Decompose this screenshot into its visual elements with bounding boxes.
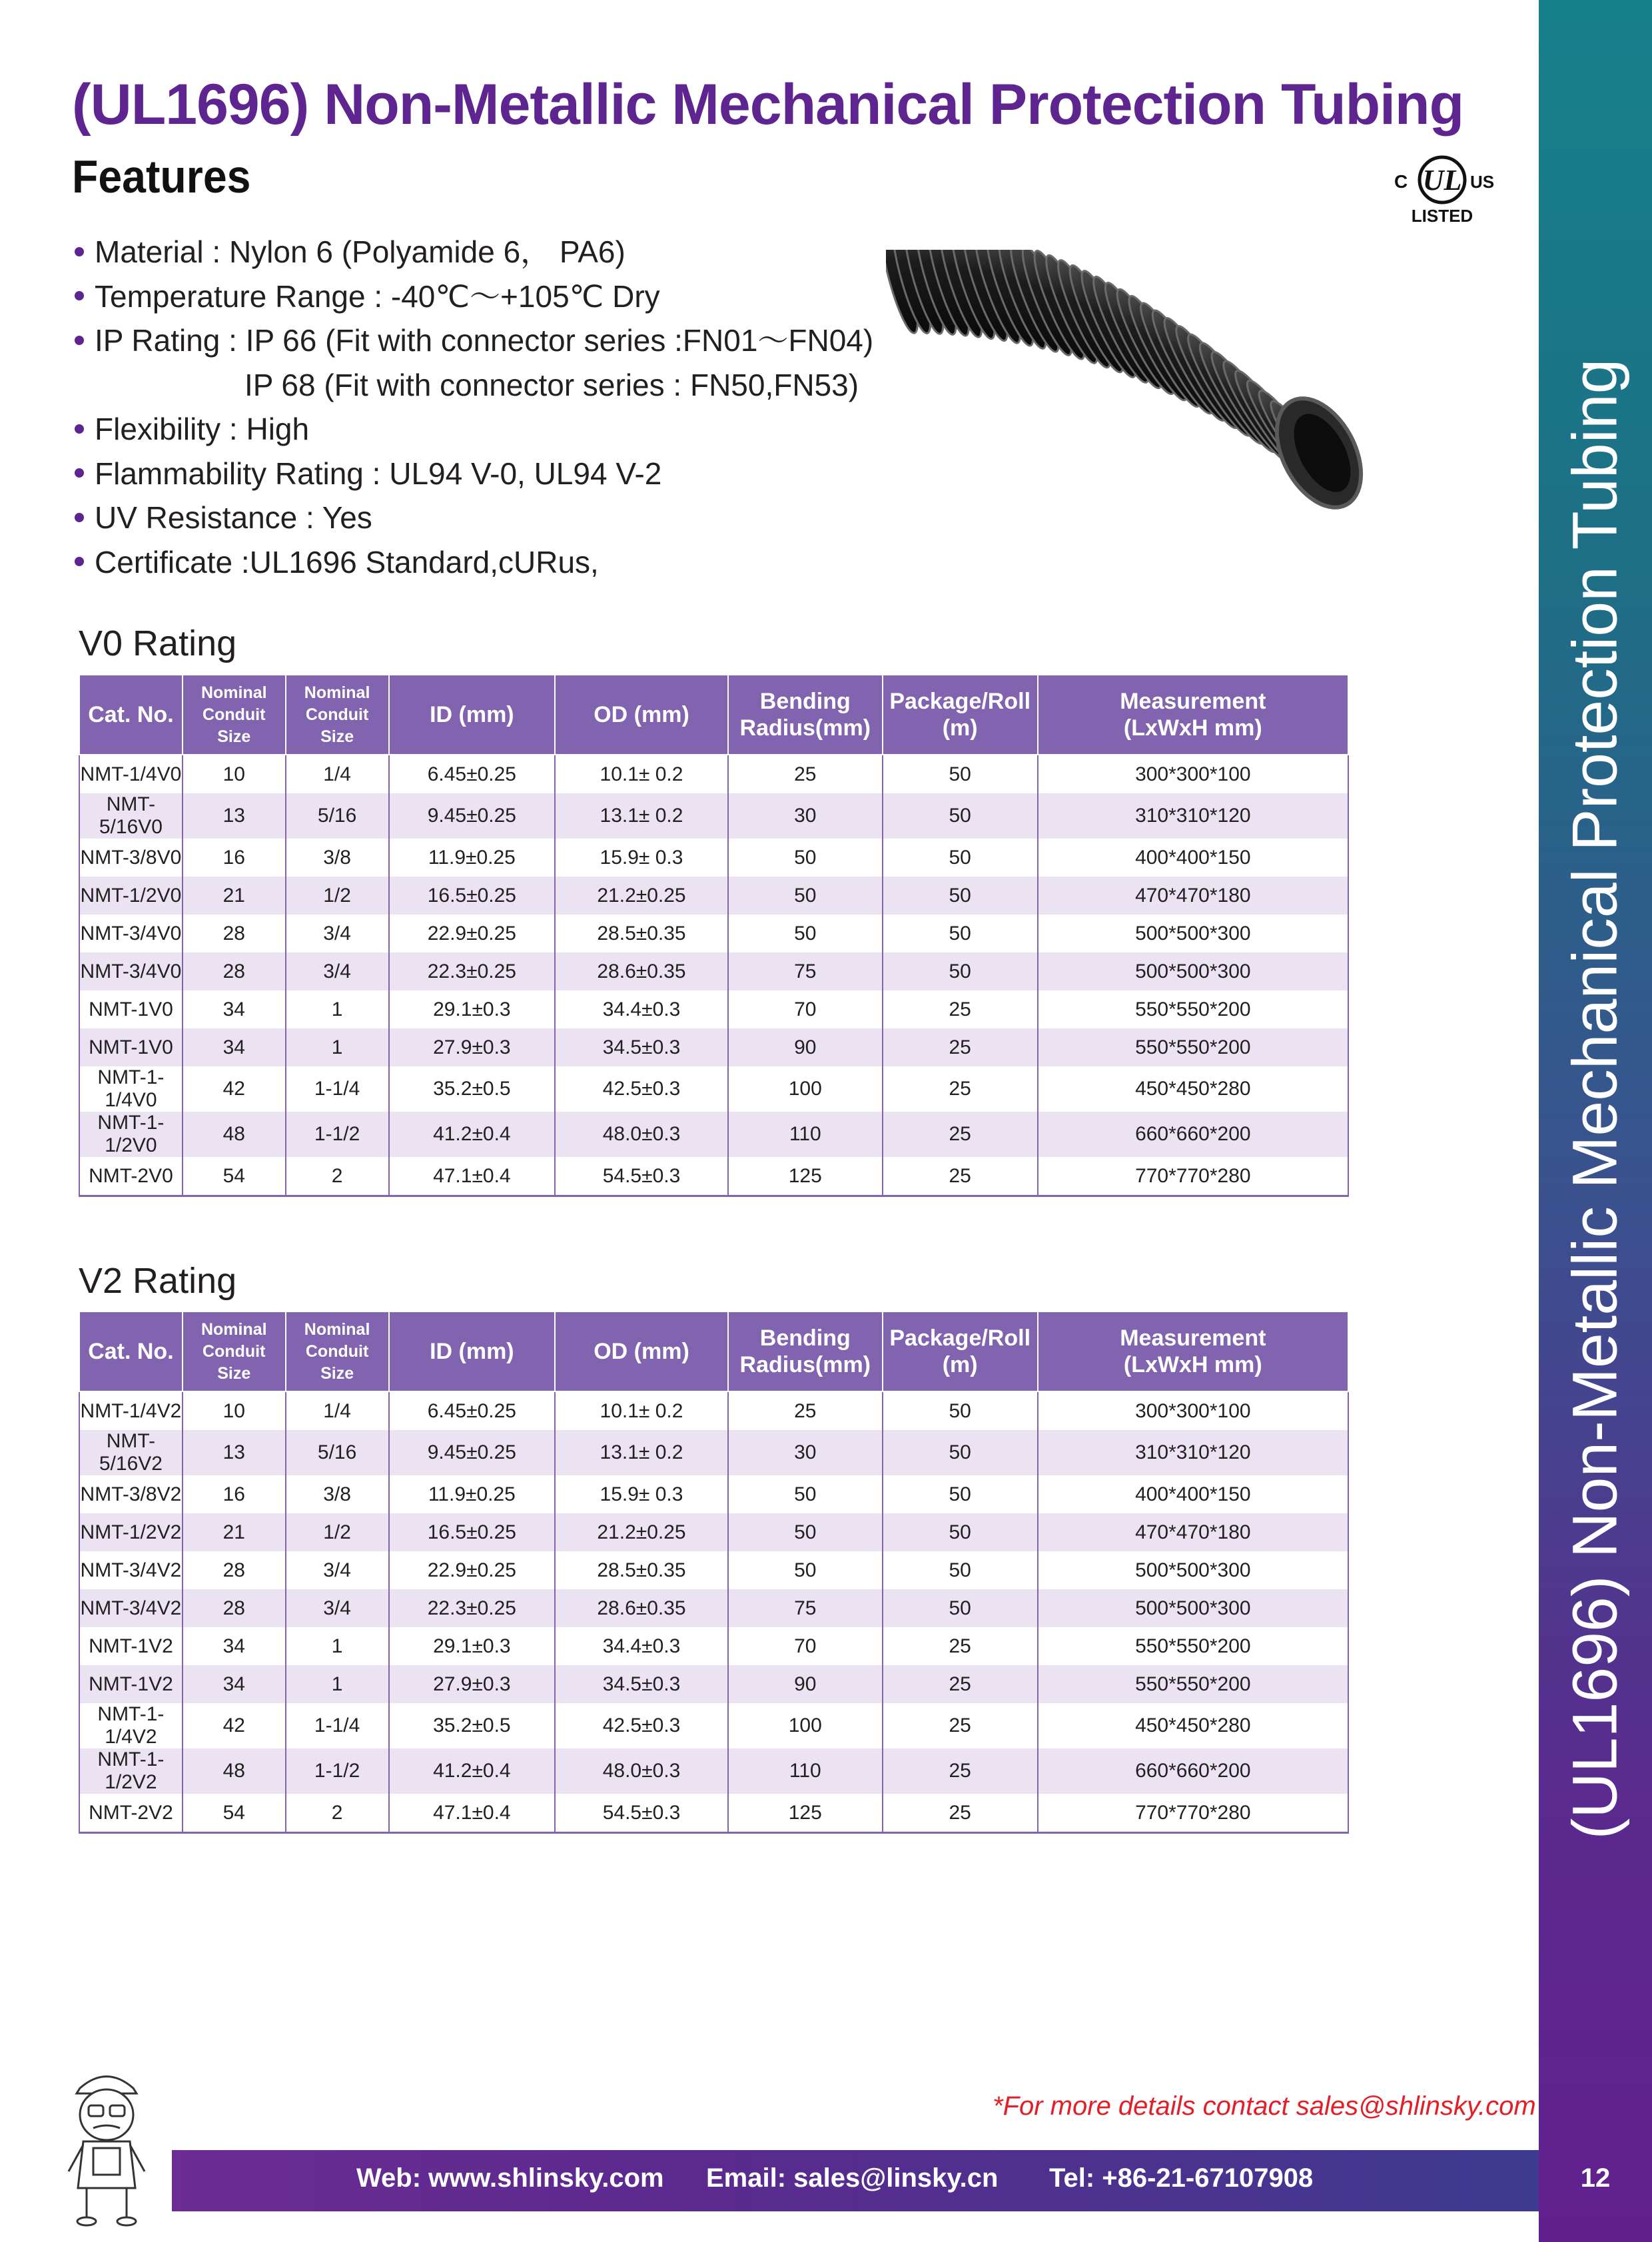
table-row (79, 839, 1348, 877)
page-title: (UL1696) Non-Metallic Mechanical Protection Tubing (72, 73, 1464, 137)
table-cell: 50 (728, 1513, 883, 1551)
v2-table-body (79, 1391, 1348, 1833)
table-row (79, 755, 1348, 793)
table-cell: 42 (183, 1703, 286, 1748)
table-cell: 660*660*200 (1038, 1748, 1348, 1794)
table-row (79, 1748, 1348, 1794)
table-cell: 1/2 (286, 877, 389, 915)
table-cell: NMT-3/8V2 (79, 1475, 183, 1513)
feature-text: Flexibility : High (95, 412, 310, 446)
table-cell: 470*470*180 (1038, 877, 1348, 915)
table-cell: 500*500*300 (1038, 1589, 1348, 1627)
table-cell: NMT-1V0 (79, 1028, 183, 1066)
table-cell: 3/8 (286, 1475, 389, 1513)
table-cell: 50 (883, 952, 1038, 990)
table-cell: 450*450*280 (1038, 1703, 1348, 1748)
table-cell: 400*400*150 (1038, 1475, 1348, 1513)
table-cell: 770*770*280 (1038, 1794, 1348, 1833)
table-cell: 50 (883, 839, 1038, 877)
table-cell: 28 (183, 915, 286, 952)
table-row (79, 1627, 1348, 1665)
table-cell: 75 (728, 1589, 883, 1627)
header-package-roll: Package/Roll (m) (883, 1311, 1038, 1391)
table-cell: 22.3±0.25 (389, 1589, 556, 1627)
table-cell: 500*500*300 (1038, 952, 1348, 990)
feature-text: IP 68 (Fit with connector series : FN50,FN53) (244, 367, 859, 402)
table-row (79, 1551, 1348, 1589)
table-cell: 1 (286, 990, 389, 1028)
table-cell: 1-1/4 (286, 1703, 389, 1748)
table-cell: 550*550*200 (1038, 990, 1348, 1028)
feature-item (75, 230, 873, 274)
table-cell: 50 (728, 1475, 883, 1513)
table-cell: 770*770*280 (1038, 1157, 1348, 1196)
table-header-row (79, 675, 1348, 755)
header-nominal-conduit-size: Nominal Conduit Size (286, 675, 389, 755)
table-row (79, 1513, 1348, 1551)
table-cell: 3/4 (286, 915, 389, 952)
table-cell: NMT-5/16V2 (79, 1430, 183, 1475)
feature-item (75, 407, 873, 452)
table-cell: 25 (883, 990, 1038, 1028)
table-cell: 50 (883, 915, 1038, 952)
table-cell: 110 (728, 1112, 883, 1157)
table-cell: NMT-1/4V0 (79, 755, 183, 793)
table-cell: 75 (728, 952, 883, 990)
table-cell: 48.0±0.3 (555, 1112, 728, 1157)
table-row (79, 1794, 1348, 1833)
mascot-illustration (63, 2061, 150, 2228)
table-cell: 9.45±0.25 (389, 1430, 556, 1475)
bullet-icon (75, 513, 84, 522)
table-row (79, 1430, 1348, 1475)
feature-item-continued (75, 363, 873, 408)
table-cell: 9.45±0.25 (389, 793, 556, 839)
table-cell: 29.1±0.3 (389, 990, 556, 1028)
header-od: OD (mm) (555, 675, 728, 755)
table-row (79, 1703, 1348, 1748)
table-cell: 22.9±0.25 (389, 1551, 556, 1589)
table-cell: 54 (183, 1157, 286, 1196)
table-cell: 50 (883, 877, 1038, 915)
table-cell: 25 (883, 1794, 1038, 1833)
table-row (79, 1112, 1348, 1157)
feature-text: Flammability Rating : UL94 V-0, UL94 V-2 (95, 456, 662, 491)
bullet-icon (75, 291, 84, 300)
table-cell: 50 (883, 1430, 1038, 1475)
table-cell: 6.45±0.25 (389, 1391, 556, 1430)
table-cell: 1/2 (286, 1513, 389, 1551)
table-row (79, 1028, 1348, 1066)
table-cell: 42 (183, 1066, 286, 1112)
table-cell: 100 (728, 1066, 883, 1112)
table-cell: 50 (883, 1391, 1038, 1430)
table-cell: 54 (183, 1794, 286, 1833)
feature-text: UV Resistance : Yes (95, 500, 372, 535)
table-cell: 28 (183, 1551, 286, 1589)
table-cell: 3/4 (286, 1551, 389, 1589)
table-cell: 50 (883, 1475, 1038, 1513)
feature-item (75, 318, 873, 363)
table-row (79, 1589, 1348, 1627)
table-cell: 42.5±0.3 (555, 1703, 728, 1748)
ul-listed-text: LISTED (1411, 206, 1473, 226)
header-measurement: Measurement (LxWxH mm) (1038, 675, 1348, 755)
ul-listed-logo (1382, 153, 1502, 226)
table-cell: 50 (883, 755, 1038, 793)
table-cell: 34.4±0.3 (555, 1627, 728, 1665)
table-cell: 100 (728, 1703, 883, 1748)
table-cell: 500*500*300 (1038, 915, 1348, 952)
feature-item (75, 452, 873, 496)
table-cell: 28.5±0.35 (555, 915, 728, 952)
table-cell: NMT-1-1/2V2 (79, 1748, 183, 1794)
table-cell: 28 (183, 1589, 286, 1627)
table-cell: NMT-1-1/2V0 (79, 1112, 183, 1157)
table-cell: 48 (183, 1748, 286, 1794)
table-cell: 300*300*100 (1038, 1391, 1348, 1430)
table-cell: 310*310*120 (1038, 793, 1348, 839)
table-cell: NMT-1/2V2 (79, 1513, 183, 1551)
table-cell: 21 (183, 1513, 286, 1551)
table-cell: 21.2±0.25 (555, 1513, 728, 1551)
bullet-icon (75, 424, 84, 434)
table-cell: NMT-3/4V0 (79, 915, 183, 952)
table-cell: 48 (183, 1112, 286, 1157)
table-cell: 30 (728, 793, 883, 839)
feature-item (75, 540, 873, 585)
table-cell: 50 (883, 1551, 1038, 1589)
header-measurement: Measurement (LxWxH mm) (1038, 1311, 1348, 1391)
table-cell: 25 (883, 1066, 1038, 1112)
table-cell: 13.1± 0.2 (555, 1430, 728, 1475)
features-heading: Features (72, 151, 251, 202)
table-cell: NMT-3/4V0 (79, 952, 183, 990)
table-row (79, 990, 1348, 1028)
table-cell: 22.9±0.25 (389, 915, 556, 952)
table-cell: 1/4 (286, 1391, 389, 1430)
table-cell: 29.1±0.3 (389, 1627, 556, 1665)
table-cell: NMT-1/2V0 (79, 877, 183, 915)
table-cell: 50 (728, 915, 883, 952)
table-cell: 10 (183, 1391, 286, 1430)
table-cell: 30 (728, 1430, 883, 1475)
table-cell: 13.1± 0.2 (555, 793, 728, 839)
table-cell: 22.3±0.25 (389, 952, 556, 990)
table-cell: 550*550*200 (1038, 1028, 1348, 1066)
table-cell: 310*310*120 (1038, 1430, 1348, 1475)
header-cat-no: Cat. No. (79, 1311, 183, 1391)
v2-section-title: V2 Rating (79, 1261, 237, 1301)
table-row (79, 1475, 1348, 1513)
table-cell: 47.1±0.4 (389, 1794, 556, 1833)
table-cell: 3/8 (286, 839, 389, 877)
footer-phone: Tel: +86-21-67107908 (1049, 2163, 1314, 2193)
table-cell: 10.1± 0.2 (555, 1391, 728, 1430)
v0-spec-table (79, 674, 1349, 1197)
table-cell: 54.5±0.3 (555, 1157, 728, 1196)
table-cell: NMT-3/4V2 (79, 1589, 183, 1627)
table-cell: 2 (286, 1157, 389, 1196)
table-cell: 21.2±0.25 (555, 877, 728, 915)
page-number: 12 (1580, 2163, 1611, 2193)
table-cell: 1/4 (286, 755, 389, 793)
table-cell: 25 (883, 1665, 1038, 1703)
table-cell: NMT-1V0 (79, 990, 183, 1028)
feature-text: Material : Nylon 6 (Polyamide 6， PA6) (95, 234, 625, 269)
table-row (79, 1665, 1348, 1703)
features-list (75, 230, 873, 584)
footer-web-link[interactable]: Web: www.shlinsky.com (356, 2163, 664, 2193)
table-cell: 16.5±0.25 (389, 1513, 556, 1551)
table-cell: 25 (883, 1028, 1038, 1066)
table-cell: 28.6±0.35 (555, 1589, 728, 1627)
table-cell: 25 (883, 1112, 1038, 1157)
table-cell: 34 (183, 1665, 286, 1703)
v2-spec-table (79, 1311, 1349, 1834)
table-cell: 15.9± 0.3 (555, 839, 728, 877)
v0-section-title: V0 Rating (79, 623, 237, 663)
table-cell: 450*450*280 (1038, 1066, 1348, 1112)
table-cell: 21 (183, 877, 286, 915)
table-cell: NMT-3/8V0 (79, 839, 183, 877)
feature-text: Certificate :UL1696 Standard,cURus, (95, 544, 599, 579)
table-cell: 90 (728, 1665, 883, 1703)
table-cell: NMT-1/4V2 (79, 1391, 183, 1430)
header-nominal-conduit-size: Nominal Conduit Size (286, 1311, 389, 1391)
table-cell: NMT-1-1/4V2 (79, 1703, 183, 1748)
table-cell: 13 (183, 1430, 286, 1475)
table-cell: 5/16 (286, 1430, 389, 1475)
table-cell: 1 (286, 1028, 389, 1066)
table-cell: 25 (883, 1627, 1038, 1665)
table-cell: 70 (728, 1627, 883, 1665)
table-cell: 27.9±0.3 (389, 1665, 556, 1703)
table-cell: 550*550*200 (1038, 1665, 1348, 1703)
table-cell: 34 (183, 1627, 286, 1665)
table-row (79, 1391, 1348, 1430)
table-cell: NMT-5/16V0 (79, 793, 183, 839)
table-cell: 34 (183, 990, 286, 1028)
table-cell: 27.9±0.3 (389, 1028, 556, 1066)
table-row (79, 915, 1348, 952)
table-cell: 41.2±0.4 (389, 1748, 556, 1794)
ul-mark-text: UL (1422, 164, 1462, 196)
table-cell: 15.9± 0.3 (555, 1475, 728, 1513)
header-id: ID (mm) (389, 675, 556, 755)
bullet-icon (75, 468, 84, 478)
table-cell: 34.5±0.3 (555, 1665, 728, 1703)
table-cell: 54.5±0.3 (555, 1794, 728, 1833)
table-cell: 34 (183, 1028, 286, 1066)
table-cell: 400*400*150 (1038, 839, 1348, 877)
table-cell: 25 (883, 1703, 1038, 1748)
table-cell: 50 (883, 1513, 1038, 1551)
table-cell: 2 (286, 1794, 389, 1833)
table-cell: 1-1/2 (286, 1748, 389, 1794)
table-cell: 3/4 (286, 952, 389, 990)
table-cell: NMT-1V2 (79, 1665, 183, 1703)
table-row (79, 877, 1348, 915)
table-cell: 50 (728, 839, 883, 877)
bullet-icon (75, 336, 84, 345)
table-header-row (79, 1311, 1348, 1391)
table-cell: 125 (728, 1157, 883, 1196)
table-cell: 42.5±0.3 (555, 1066, 728, 1112)
table-cell: 28.5±0.35 (555, 1551, 728, 1589)
table-cell: 34.4±0.3 (555, 990, 728, 1028)
table-cell: 470*470*180 (1038, 1513, 1348, 1551)
table-cell: 50 (728, 877, 883, 915)
table-row (79, 1066, 1348, 1112)
feature-item (75, 274, 873, 319)
contact-note: *For more details contact sales@shlinsky.com (993, 2091, 1536, 2121)
header-nominal-conduit-size: Nominal Conduit Size (183, 1311, 286, 1391)
table-cell: 90 (728, 1028, 883, 1066)
table-cell: 25 (728, 1391, 883, 1430)
table-cell: 70 (728, 990, 883, 1028)
table-cell: 660*660*200 (1038, 1112, 1348, 1157)
header-od: OD (mm) (555, 1311, 728, 1391)
side-title: (UL1696) Non-Metallic Mechanical Protection Tubing (1559, 358, 1631, 1840)
header-id: ID (mm) (389, 1311, 556, 1391)
table-cell: 5/16 (286, 793, 389, 839)
table-cell: 50 (728, 1551, 883, 1589)
table-cell: 6.45±0.25 (389, 755, 556, 793)
table-cell: 16 (183, 839, 286, 877)
table-cell: 110 (728, 1748, 883, 1794)
v0-table-body (79, 755, 1348, 1196)
table-cell: 1-1/2 (286, 1112, 389, 1157)
table-cell: 25 (883, 1748, 1038, 1794)
table-cell: 125 (728, 1794, 883, 1833)
table-cell: 3/4 (286, 1589, 389, 1627)
table-row (79, 793, 1348, 839)
table-cell: 11.9±0.25 (389, 1475, 556, 1513)
bullet-icon (75, 247, 84, 256)
table-cell: NMT-2V2 (79, 1794, 183, 1833)
table-cell: NMT-1-1/4V0 (79, 1066, 183, 1112)
feature-item (75, 496, 873, 540)
header-cat-no: Cat. No. (79, 675, 183, 755)
table-cell: 16 (183, 1475, 286, 1513)
table-cell: 41.2±0.4 (389, 1112, 556, 1157)
table-cell: 50 (883, 793, 1038, 839)
table-cell: 48.0±0.3 (555, 1748, 728, 1794)
table-cell: 13 (183, 793, 286, 839)
table-cell: 10 (183, 755, 286, 793)
table-cell: 28 (183, 952, 286, 990)
table-cell: 1 (286, 1665, 389, 1703)
table-cell: 550*550*200 (1038, 1627, 1348, 1665)
table-cell: 35.2±0.5 (389, 1703, 556, 1748)
ul-us-text: US (1470, 172, 1495, 192)
table-cell: 50 (883, 1589, 1038, 1627)
table-cell: 10.1± 0.2 (555, 755, 728, 793)
table-cell: 11.9±0.25 (389, 839, 556, 877)
table-cell: 500*500*300 (1038, 1551, 1348, 1589)
header-package-roll: Package/Roll (m) (883, 675, 1038, 755)
table-cell: 47.1±0.4 (389, 1157, 556, 1196)
table-row (79, 1157, 1348, 1196)
table-cell: 16.5±0.25 (389, 877, 556, 915)
feature-text: Temperature Range : -40℃～+105℃ Dry (95, 278, 660, 314)
table-cell: NMT-3/4V2 (79, 1551, 183, 1589)
table-row (79, 952, 1348, 990)
corrugated-tubing-photo (886, 250, 1392, 530)
table-cell: 300*300*100 (1038, 755, 1348, 793)
feature-text: IP Rating : IP 66 (Fit with connector series :FN01～FN04) (95, 323, 874, 358)
table-cell: 1-1/4 (286, 1066, 389, 1112)
table-cell: 25 (883, 1157, 1038, 1196)
table-cell: 35.2±0.5 (389, 1066, 556, 1112)
header-nominal-conduit-size: Nominal Conduit Size (183, 675, 286, 755)
table-cell: NMT-1V2 (79, 1627, 183, 1665)
table-cell: 28.6±0.35 (555, 952, 728, 990)
ul-c-text: C (1394, 171, 1408, 192)
header-bending-radius: Bending Radius(mm) (728, 1311, 883, 1391)
table-cell: 1 (286, 1627, 389, 1665)
header-bending-radius: Bending Radius(mm) (728, 675, 883, 755)
table-cell: 25 (728, 755, 883, 793)
footer-email-link[interactable]: Email: sales@linsky.cn (706, 2163, 999, 2193)
bullet-icon (75, 557, 84, 566)
table-cell: NMT-2V0 (79, 1157, 183, 1196)
table-cell: 34.5±0.3 (555, 1028, 728, 1066)
